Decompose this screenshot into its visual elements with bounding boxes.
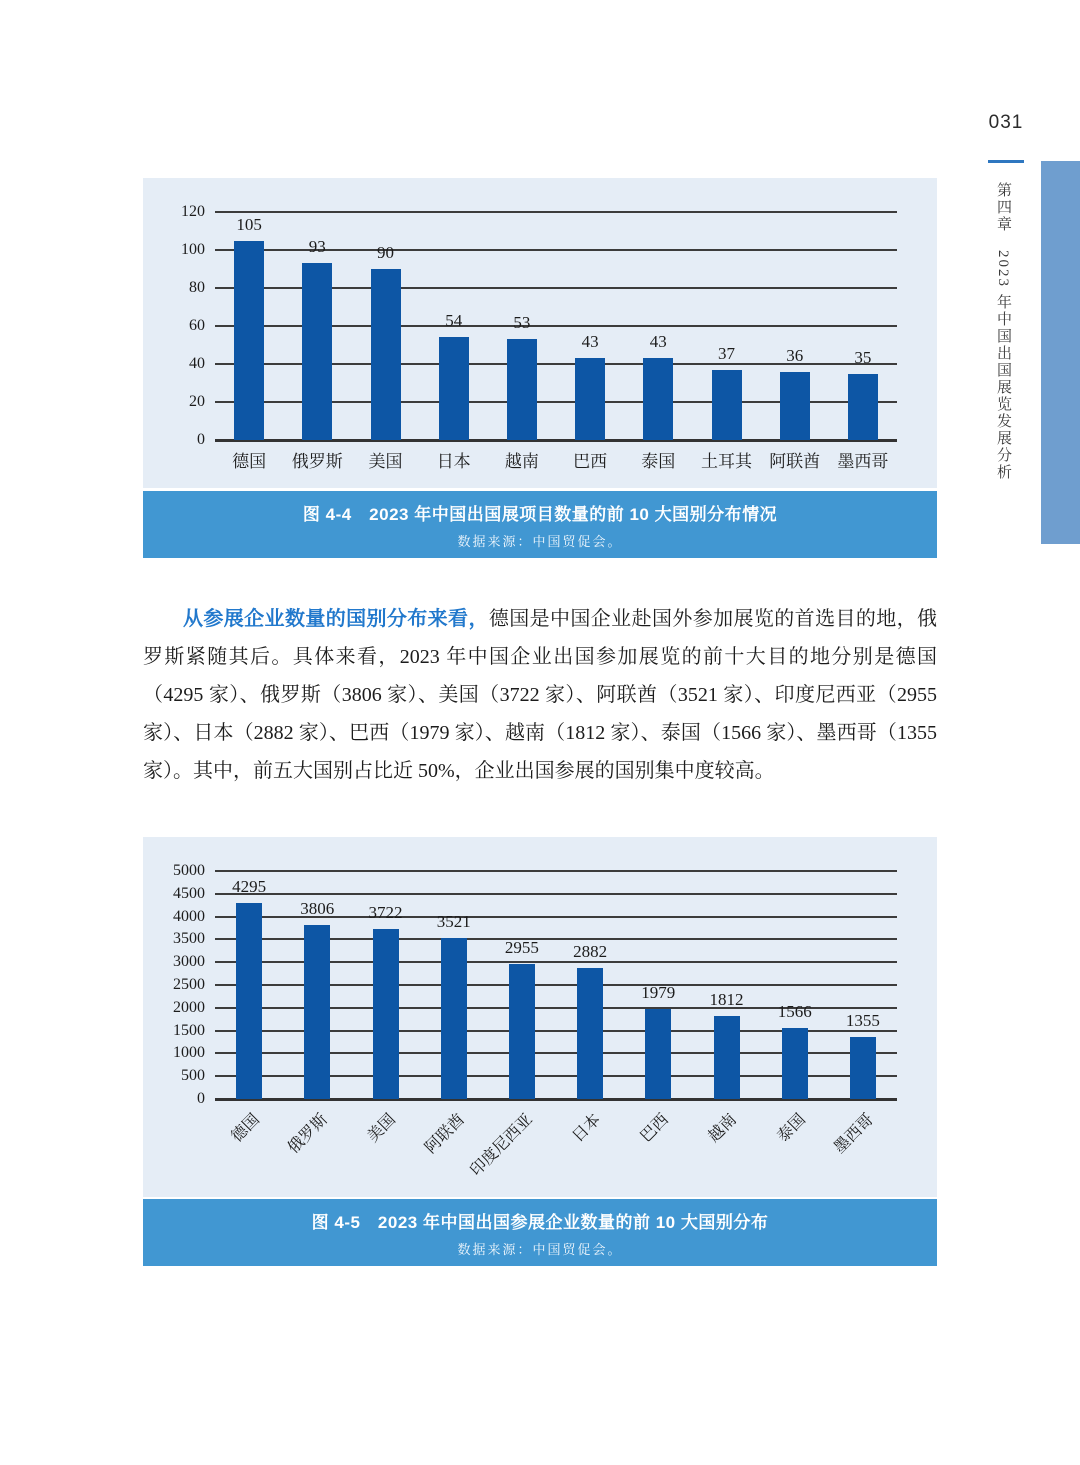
x-axis-label: 巴西 [573,452,608,471]
bar [373,929,399,1099]
bar [441,938,467,1099]
bar [302,263,332,440]
y-axis-tick-label: 1500 [173,1021,205,1039]
bar-value-label: 93 [308,237,326,257]
x-axis-label: 俄罗斯 [291,452,343,471]
x-axis-label: 越南 [504,452,539,471]
x-axis-label: 美国 [368,452,403,471]
bar-value-label: 3806 [300,899,335,919]
bar-chart-companies-by-country [143,837,937,1197]
bar [234,241,264,441]
x-axis-label: 阿联酋 [769,452,821,471]
bar-value-label: 2882 [573,941,608,961]
content-column [143,178,937,1266]
bar [643,358,673,440]
bar [712,370,742,440]
x-axis-label: 泰国 [641,452,676,471]
paragraph-body-text: 德国是中国企业赴国外参加展览的首选目的地，俄罗斯紧随其后。具体来看，2023 年中国企业出国参加展览的前十大目的地分别是德国（4295 家）、俄罗斯（3806 家）、美国（3722 家）、阿联酋（3521 家）、印度尼西亚（2955 家）、日本（2882 家）、巴西（1979 家）、越南（1812 家）、泰国（1566 家）、墨西哥（1355 家）。其中，前五大国别占比近 50%，企业出国参展的国别集中度较高。 [143,608,938,782]
bar-value-label: 54 [445,311,463,331]
y-axis-tick-label: 4500 [173,884,205,902]
chapter-vertical-title: 第四章 2023 年中国出国展览发展分析 [995,182,1011,481]
figure-4-5-source: 数据来源：中国贸促会。 [457,1241,623,1257]
y-axis-tick-label: 0 [197,1090,205,1107]
figure-4-4-source: 数据来源：中国贸促会。 [457,533,623,549]
bar [577,968,603,1099]
bar [850,1037,876,1099]
paragraph-lead-highlight: 从参展企业数量的国别分布来看， [183,608,489,630]
x-axis-label: 土耳其 [700,452,752,471]
y-axis-tick-label: 2500 [173,976,205,993]
y-axis-tick-label: 1000 [173,1044,205,1062]
y-axis-tick-label: 2000 [173,998,205,1016]
bar-value-label: 90 [376,243,394,262]
bar-value-label: 36 [786,345,804,365]
bar-value-label: 1566 [777,1001,812,1021]
y-axis-tick-label: 120 [181,203,205,220]
bar-value-label: 43 [581,332,599,352]
figure-4-4 [143,178,937,558]
y-axis-tick-label: 0 [197,431,205,448]
body-paragraph [143,600,937,790]
figure-4-5 [143,837,937,1266]
y-axis-tick-label: 5000 [173,862,205,879]
figure-4-5-caption: 图 4-5 2023 年中国出国参展企业数量的前 10 大国别分布 [311,1212,769,1232]
bar-value-label: 1979 [641,982,676,1002]
x-axis-label: 泰国 [774,1111,809,1146]
y-axis-tick-label: 20 [189,393,205,410]
x-axis-label: 日本 [569,1111,605,1146]
y-axis-tick-label: 4000 [173,907,205,925]
bar [509,964,535,1099]
x-axis-label: 德国 [232,452,267,471]
bar [782,1028,808,1099]
bar-value-label: 35 [854,347,872,367]
x-axis-label: 墨西哥 [837,452,889,471]
bar-value-label: 105 [236,214,262,234]
bar [236,903,262,1099]
x-axis-label: 俄罗斯 [285,1111,332,1157]
bar-value-label: 1812 [709,990,744,1010]
bar-chart-projects-by-country [143,178,937,488]
bar-value-label: 2955 [504,938,539,958]
page-number-rule [988,160,1024,163]
x-axis-label: 印度尼西亚 [467,1111,536,1180]
bar [371,269,401,440]
gridline [215,211,897,213]
y-axis-tick-label: 100 [181,241,205,258]
bar-value-label: 1355 [845,1011,880,1031]
y-axis-tick-label: 80 [189,279,205,296]
bar-value-label: 3521 [436,912,471,932]
x-axis-label: 阿联酋 [421,1111,468,1157]
bar-value-label: 53 [513,313,531,333]
figure-4-5-caption-band [143,1199,937,1266]
bar [645,1009,671,1099]
gridline [215,893,897,895]
bar [439,337,469,440]
bar-value-label: 43 [649,332,667,352]
gridline [215,870,897,872]
bar [507,339,537,440]
bar [848,374,878,441]
x-axis-label: 越南 [705,1111,741,1146]
sidebar-accent-bar [1041,161,1080,544]
x-axis-label: 巴西 [637,1111,673,1146]
figure-4-4-caption-band [143,491,937,558]
y-axis-tick-label: 500 [181,1067,205,1085]
page-number: 031 [988,112,1024,133]
bar-value-label: 37 [717,343,735,363]
bar-value-label: 4295 [232,877,267,897]
bar [714,1016,740,1099]
y-axis-tick-label: 40 [189,355,205,372]
bar [575,358,605,440]
y-axis-tick-label: 60 [189,317,205,334]
bar [780,372,810,440]
y-axis-tick-label: 3000 [173,953,205,971]
x-axis-label: 德国 [228,1111,264,1146]
bar [304,925,330,1099]
figure-4-4-caption: 图 4-4 2023 年中国出国展项目数量的前 10 大国别分布情况 [302,504,778,524]
x-axis-label: 美国 [364,1111,400,1146]
x-axis-label: 日本 [436,452,471,471]
bar-value-label: 3722 [368,903,403,923]
x-axis-label: 墨西哥 [830,1111,877,1157]
y-axis-tick-label: 3500 [173,930,205,948]
